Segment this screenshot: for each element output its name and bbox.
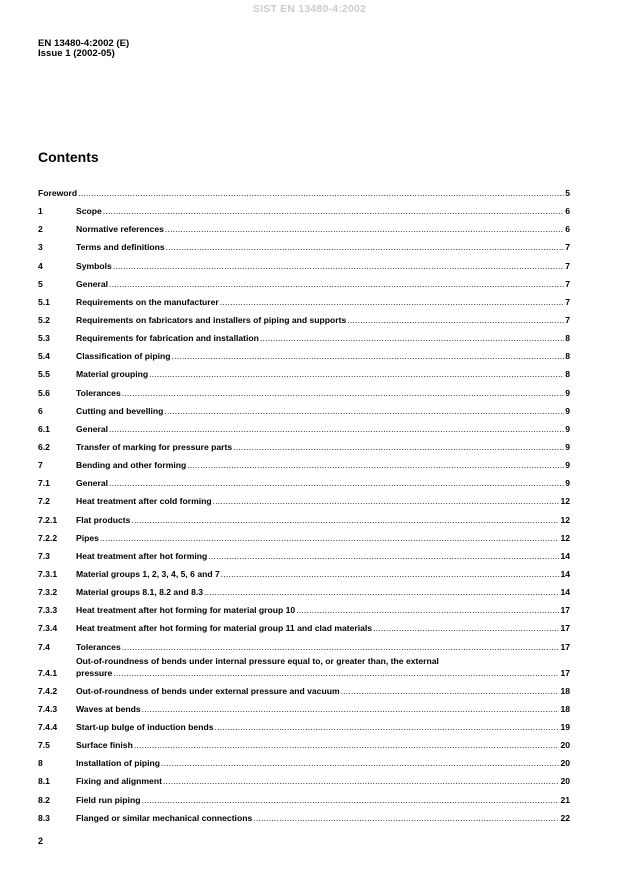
toc-leader-dots xyxy=(122,388,564,398)
toc-entry-page: 14 xyxy=(560,568,570,579)
toc-entry-page: 20 xyxy=(560,776,570,787)
toc-entry-page: 6 xyxy=(565,224,570,235)
toc-leader-dots xyxy=(78,188,564,198)
toc-entry-title: Flanged or similar mechanical connections xyxy=(76,812,253,823)
toc-entry-title: Heat treatment after hot forming xyxy=(76,550,208,561)
document-header xyxy=(38,39,129,59)
toc-entry[interactable] xyxy=(38,277,570,295)
toc-entry[interactable] xyxy=(38,422,570,440)
toc-entry-number: 2 xyxy=(38,224,43,235)
toc-entry-page: 18 xyxy=(560,703,570,714)
toc-entry[interactable] xyxy=(38,313,570,331)
issue-info: Issue 1 (2002-05) xyxy=(38,48,115,59)
toc-entry[interactable] xyxy=(38,476,570,494)
toc-leader-dots xyxy=(165,224,564,234)
toc-leader-dots xyxy=(253,813,559,823)
toc-entry-title: Surface finish xyxy=(76,740,133,751)
toc-entry-page: 17 xyxy=(560,623,570,634)
toc-entry-title: Transfer of marking for pressure parts xyxy=(76,441,233,452)
toc-entry-number: 7.3.3 xyxy=(38,605,58,616)
contents-heading: Contents xyxy=(38,149,99,165)
toc-entry-title: Scope xyxy=(76,206,102,217)
toc-entry-page: 9 xyxy=(565,478,570,489)
toc-entry-title: Bending and other forming xyxy=(76,460,187,471)
toc-entry[interactable] xyxy=(38,774,570,792)
toc-entry[interactable] xyxy=(38,494,570,512)
toc-entry-number: 8 xyxy=(38,758,43,769)
standard-designation: EN 13480-4:2002 (E) xyxy=(38,38,130,49)
toc-entry-number: 5.5 xyxy=(38,369,50,380)
toc-entry-title: Foreword xyxy=(38,188,78,198)
toc-leader-dots xyxy=(187,460,564,470)
toc-entry-title: Heat treatment after hot forming for material group 11 and clad materials xyxy=(76,623,373,634)
toc-entry[interactable] xyxy=(38,793,570,811)
toc-entry-page: 7 xyxy=(565,314,570,325)
toc-entry-number: 7.4.3 xyxy=(38,703,58,714)
toc-entry-page: 9 xyxy=(565,423,570,434)
toc-entry-page: 6 xyxy=(565,206,570,217)
toc-entry-number: 7.4.1 xyxy=(38,667,58,678)
toc-entry-number: 6 xyxy=(38,405,43,416)
toc-entry-number: 4 xyxy=(38,260,43,271)
toc-leader-dots xyxy=(149,369,564,379)
toc-leader-dots xyxy=(373,623,559,633)
toc-entry[interactable] xyxy=(38,603,570,621)
toc-entry-title: Heat treatment after hot forming for material group 10 xyxy=(76,605,296,616)
toc-leader-dots xyxy=(113,261,564,271)
toc-entry-title: Classification of piping xyxy=(76,351,171,362)
toc-entry-page: 9 xyxy=(565,460,570,471)
toc-entry-title: Tolerances xyxy=(76,387,121,398)
page-number: 2 xyxy=(38,836,44,846)
toc-entry-page: 8 xyxy=(565,369,570,380)
toc-entry-page: 17 xyxy=(560,605,570,616)
toc-entry-number: 3 xyxy=(38,242,43,253)
toc-entry-page: 18 xyxy=(560,685,570,696)
toc-entry[interactable] xyxy=(38,567,570,585)
toc-entry-number: 7.3.4 xyxy=(38,623,58,634)
toc-entry-page: 9 xyxy=(565,441,570,452)
toc-entry-number: 5.4 xyxy=(38,351,50,362)
toc-leader-dots xyxy=(166,242,565,252)
toc-entry-page: 14 xyxy=(560,587,570,598)
toc-leader-dots xyxy=(142,704,560,714)
toc-leader-dots xyxy=(141,795,559,805)
toc-entry[interactable] xyxy=(38,585,570,603)
toc-entry-title: Out-of-roundness of bends under external pressure and vacuum xyxy=(76,685,340,696)
toc-entry-number: 7.2.1 xyxy=(38,514,58,525)
toc-entry-title: Symbols xyxy=(76,260,112,271)
toc-entry-title: Start-up bulge of induction bends xyxy=(76,721,214,732)
toc-entry-number: 6.2 xyxy=(38,441,50,452)
toc-leader-dots xyxy=(215,722,560,732)
toc-entry-title: Material groups 1, 2, 3, 4, 5, 6 and 7 xyxy=(76,568,220,579)
toc-entry-title: Installation of piping xyxy=(76,758,161,769)
table-of-contents xyxy=(38,186,570,829)
toc-entry[interactable] xyxy=(38,259,570,277)
toc-entry-number: 7.3.1 xyxy=(38,568,58,579)
toc-entry-title: Tolerances xyxy=(76,641,121,652)
toc-entry-number: 7.3.2 xyxy=(38,587,58,598)
toc-entry[interactable] xyxy=(38,756,570,774)
toc-leader-dots xyxy=(172,351,565,361)
toc-leader-dots xyxy=(296,605,559,615)
toc-leader-dots xyxy=(341,686,560,696)
toc-entry[interactable] xyxy=(38,531,570,549)
toc-leader-dots xyxy=(220,297,564,307)
toc-entry-page: 5 xyxy=(565,188,570,198)
toc-leader-dots xyxy=(103,206,564,216)
toc-entry-page: 17 xyxy=(560,641,570,652)
toc-leader-dots xyxy=(221,569,560,579)
toc-entry-page: 17 xyxy=(560,667,570,678)
toc-entry-number: 5.2 xyxy=(38,314,50,325)
toc-entry[interactable] xyxy=(38,440,570,458)
toc-entry-title: Flat products xyxy=(76,514,131,525)
toc-entry-number: 7.4.4 xyxy=(38,721,58,732)
toc-entry-number: 7.2 xyxy=(38,496,50,507)
toc-entry-title: Requirements on fabricators and installers of piping and supports xyxy=(76,314,347,325)
toc-entry-number: 1 xyxy=(38,206,43,217)
toc-leader-dots xyxy=(204,587,559,597)
toc-entry-page: 9 xyxy=(565,405,570,416)
toc-leader-dots xyxy=(347,315,564,325)
toc-entry-title-line1: Out-of-roundness of bends under internal pressure equal to, or greater than, the external xyxy=(76,655,439,666)
toc-entry-title: Material groups 8.1, 8.2 and 8.3 xyxy=(76,587,204,598)
toc-leader-dots xyxy=(233,442,564,452)
toc-entry-title: Field run piping xyxy=(76,794,141,805)
toc-leader-dots xyxy=(109,424,564,434)
toc-entry-number: 8.2 xyxy=(38,794,50,805)
toc-leader-dots xyxy=(109,478,564,488)
toc-leader-dots xyxy=(161,758,559,768)
toc-entry-page: 20 xyxy=(560,740,570,751)
toc-entry-number: 5.1 xyxy=(38,296,50,307)
toc-entry-title: Material grouping xyxy=(76,369,149,380)
toc-entry-title: Cutting and bevelling xyxy=(76,405,164,416)
toc-entry[interactable] xyxy=(38,222,570,240)
toc-entry-page: 12 xyxy=(560,532,570,543)
toc-entry-page: 22 xyxy=(560,812,570,823)
toc-leader-dots xyxy=(122,642,560,652)
toc-entry-page: 7 xyxy=(565,278,570,289)
toc-entry-number: 5.6 xyxy=(38,387,50,398)
toc-entry-title: General xyxy=(76,423,109,434)
toc-entry[interactable] xyxy=(38,349,570,367)
watermark: SIST EN 13480-4:2002 xyxy=(252,3,367,15)
toc-entry-page: 7 xyxy=(565,242,570,253)
toc-entry-number: 7.2.2 xyxy=(38,532,58,543)
toc-leader-dots xyxy=(208,551,559,561)
toc-entry-page: 7 xyxy=(565,260,570,271)
toc-entry-page: 14 xyxy=(560,550,570,561)
toc-leader-dots xyxy=(213,496,560,506)
toc-entry-page: 12 xyxy=(560,514,570,525)
toc-entry-title: General xyxy=(76,478,109,489)
toc-entry[interactable] xyxy=(38,720,570,738)
toc-entry[interactable] xyxy=(38,811,570,829)
toc-entry-title: pressure xyxy=(76,667,113,678)
toc-entry-page: 8 xyxy=(565,333,570,344)
toc-entry-number: 7.5 xyxy=(38,740,50,751)
toc-entry-title: Waves at bends xyxy=(76,703,141,714)
toc-entry[interactable] xyxy=(38,549,570,567)
toc-entry[interactable] xyxy=(38,738,570,756)
toc-leader-dots xyxy=(131,515,559,525)
toc-entry-page: 12 xyxy=(560,496,570,507)
toc-entry-page: 20 xyxy=(560,758,570,769)
toc-leader-dots xyxy=(100,533,560,543)
toc-entry[interactable] xyxy=(38,186,570,204)
toc-leader-dots xyxy=(113,668,559,678)
toc-entry-title: General xyxy=(76,278,109,289)
toc-entry[interactable] xyxy=(38,513,570,531)
toc-entry-number: 5.3 xyxy=(38,333,50,344)
toc-entry[interactable] xyxy=(38,295,570,313)
toc-entry[interactable] xyxy=(38,367,570,385)
toc-leader-dots xyxy=(163,776,559,786)
toc-entry-title: Pipes xyxy=(76,532,99,543)
toc-entry-page: 8 xyxy=(565,351,570,362)
toc-entry-number: 7 xyxy=(38,460,43,471)
toc-entry-number: 5 xyxy=(38,278,43,289)
toc-leader-dots xyxy=(109,279,564,289)
toc-leader-dots xyxy=(260,333,564,343)
toc-entry-number: 8.1 xyxy=(38,776,50,787)
toc-entry-title: Requirements on the manufacturer xyxy=(76,296,219,307)
toc-leader-dots xyxy=(134,740,560,750)
toc-entry[interactable] xyxy=(38,404,570,422)
toc-leader-dots xyxy=(164,406,564,416)
toc-entry-number: 7.4 xyxy=(38,641,50,652)
toc-entry-number: 8.3 xyxy=(38,812,50,823)
toc-entry-title: Heat treatment after cold forming xyxy=(76,496,212,507)
toc-entry-page: 9 xyxy=(565,387,570,398)
toc-entry[interactable] xyxy=(38,621,570,639)
toc-entry-title: Requirements for fabrication and installation xyxy=(76,333,259,344)
toc-entry-number: 7.1 xyxy=(38,478,50,489)
toc-entry-page: 7 xyxy=(565,296,570,307)
toc-entry[interactable] xyxy=(38,458,570,476)
toc-entry[interactable] xyxy=(38,684,570,702)
toc-entry[interactable] xyxy=(38,386,570,404)
toc-entry-page: 19 xyxy=(560,721,570,732)
toc-entry-number: 7.3 xyxy=(38,550,50,561)
toc-entry[interactable] xyxy=(38,204,570,222)
toc-entry-title: Fixing and alignment xyxy=(76,776,162,787)
toc-entry[interactable] xyxy=(38,702,570,720)
toc-entry-page: 21 xyxy=(560,794,570,805)
toc-entry[interactable] xyxy=(38,655,570,684)
toc-entry-number: 7.4.2 xyxy=(38,685,58,696)
toc-entry[interactable] xyxy=(38,331,570,349)
toc-entry-number: 6.1 xyxy=(38,423,50,434)
toc-entry-title: Terms and definitions xyxy=(76,242,165,253)
toc-entry-title: Normative references xyxy=(76,224,164,235)
toc-entry[interactable] xyxy=(38,240,570,258)
